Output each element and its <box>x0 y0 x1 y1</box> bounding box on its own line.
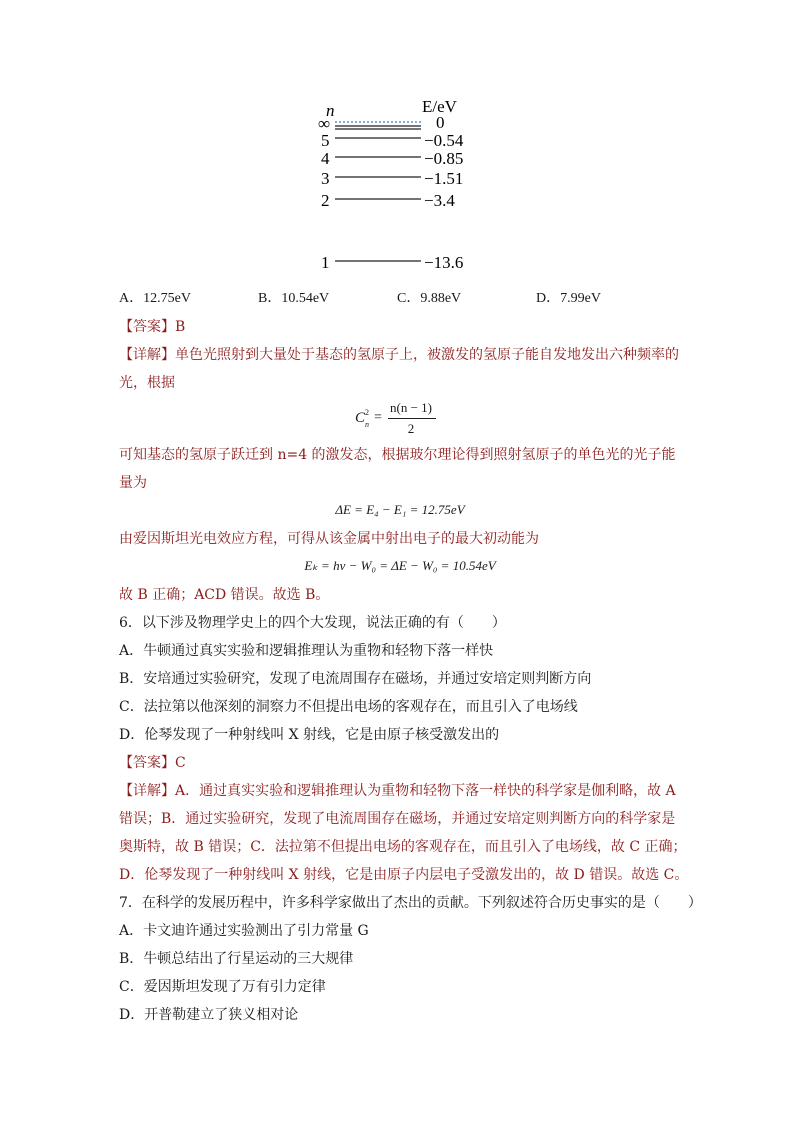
formula1-lhs: C <box>355 410 366 426</box>
q6-option-c[interactable]: C．法拉第以他深刻的洞察力不但提出电场的客观存在，而且引入了电场线 <box>119 699 578 715</box>
q6-answer-line <box>119 754 186 772</box>
q6-option-a[interactable]: A．牛顿通过真实实验和逻辑推理认为重物和轻物下落一样快 <box>119 643 494 659</box>
level-energy-1: −13.6 <box>424 253 464 272</box>
q7-option-b[interactable]: B．牛顿总结出了行星运动的三大规律 <box>119 951 354 967</box>
formula1-numerator: n(n − 1) <box>390 400 432 415</box>
q5-option-c[interactable]: C．9.88eV <box>397 291 462 306</box>
level-n-4: 4 <box>321 149 330 168</box>
q6-explain-line-4: D．伦琴发现了一种射线叫 X 射线，它是由原子内层电子受激发出的，故 D 错误。故选 C。 <box>119 867 689 883</box>
formula-kinetic-energy: Eₖ = hν − W₀ = ΔE − W₀ = 10.54eV <box>304 558 496 573</box>
q5-explain-text-1: 单色光照射到大量处于基态的氢原子上，被激发的氢原子能自发地发出六种频率的 <box>175 347 679 363</box>
level-n-2: 2 <box>321 191 330 210</box>
formula-combination: C 2 n = n(n − 1) 2 <box>355 400 465 440</box>
formula-photon-energy: ΔE = E₄ − E₁ = 12.75eV <box>335 502 465 517</box>
level-energy-5: −0.54 <box>424 131 464 150</box>
q7-option-c[interactable]: C．爱因斯坦发现了万有引力定律 <box>119 979 326 995</box>
level-n-3: 3 <box>321 169 330 188</box>
q5-explain-line-4: 量为 <box>119 475 147 491</box>
level-n-inf: ∞ <box>318 114 331 133</box>
fraction-bar <box>388 418 436 419</box>
q7-option-a[interactable]: A．卡文迪许通过实验测出了引力常量 G <box>119 923 369 939</box>
energy-axis-label: E/eV <box>422 97 457 116</box>
q7-option-d[interactable]: D．开普勒建立了狭义相对论 <box>119 1007 299 1023</box>
q7-stem: 7．在科学的发展历程中，许多科学家做出了杰出的贡献。下列叙述符合历史事实的是（ ） <box>119 895 702 911</box>
q5-answer-line <box>119 318 185 336</box>
q5-option-a[interactable]: A．12.75eV <box>119 291 191 306</box>
q6-answer: C <box>175 755 186 771</box>
level-energy-inf: 0 <box>436 113 445 132</box>
q6-stem: 6．以下涉及物理学史上的四个大发现，说法正确的有（ ） <box>119 615 506 631</box>
answer-tag: 【答案】 <box>119 755 175 771</box>
q6-explain-text-1: A．通过真实实验和逻辑推理认为重物和轻物下落一样快的科学家是伽利略，故 A <box>175 783 676 799</box>
q6-explain-line-3: 奥斯特，故 B 错误；C．法拉第不但提出电场的客观存在，而且引入了电场线，故 C 正确； <box>119 839 687 855</box>
q5-explain-line-5: 由爱因斯坦光电效应方程，可得从该金属中射出电子的最大初动能为 <box>119 531 539 547</box>
q5-option-d[interactable]: D．7.99eV <box>536 291 601 306</box>
q5-conclusion: 故 B 正确；ACD 错误。故选 B。 <box>119 587 330 603</box>
n-axis-label: n <box>326 101 335 120</box>
level-energy-4: −0.85 <box>424 149 464 168</box>
q6-explain-line-2: 错误；B．通过实验研究，发现了电流周围存在磁场，并通过安培定则判断方向的科学家是 <box>119 811 676 827</box>
q5-explain-line-2: 光，根据 <box>119 375 175 391</box>
q5-option-b[interactable]: B．10.54eV <box>258 291 330 306</box>
level-energy-2: −3.4 <box>424 191 455 210</box>
q5-answer: B <box>175 319 186 335</box>
explain-tag: 【详解】 <box>119 783 175 799</box>
level-n-5: 5 <box>321 131 330 150</box>
level-n-1: 1 <box>321 253 330 272</box>
q6-option-d[interactable]: D．伦琴发现了一种射线叫 X 射线，它是由原子核受激发出的 <box>119 727 500 743</box>
q5-explain-line-1 <box>119 346 679 364</box>
q6-option-b[interactable]: B．安培通过实验研究，发现了电流周围存在磁场，并通过安培定则判断方向 <box>119 671 592 687</box>
formula1-denominator: 2 <box>407 421 415 436</box>
q6-explain-line-1 <box>119 782 676 800</box>
energy-level-diagram <box>300 92 500 277</box>
level-energy-3: −1.51 <box>424 169 464 188</box>
q5-explain-line-3: 可知基态的氢原子跃迁到 n=4 的激发态，根据玻尔理论得到照射氢原子的单色光的光子能 <box>119 447 676 463</box>
explain-tag: 【详解】 <box>119 347 175 363</box>
answer-tag: 【答案】 <box>119 319 175 335</box>
